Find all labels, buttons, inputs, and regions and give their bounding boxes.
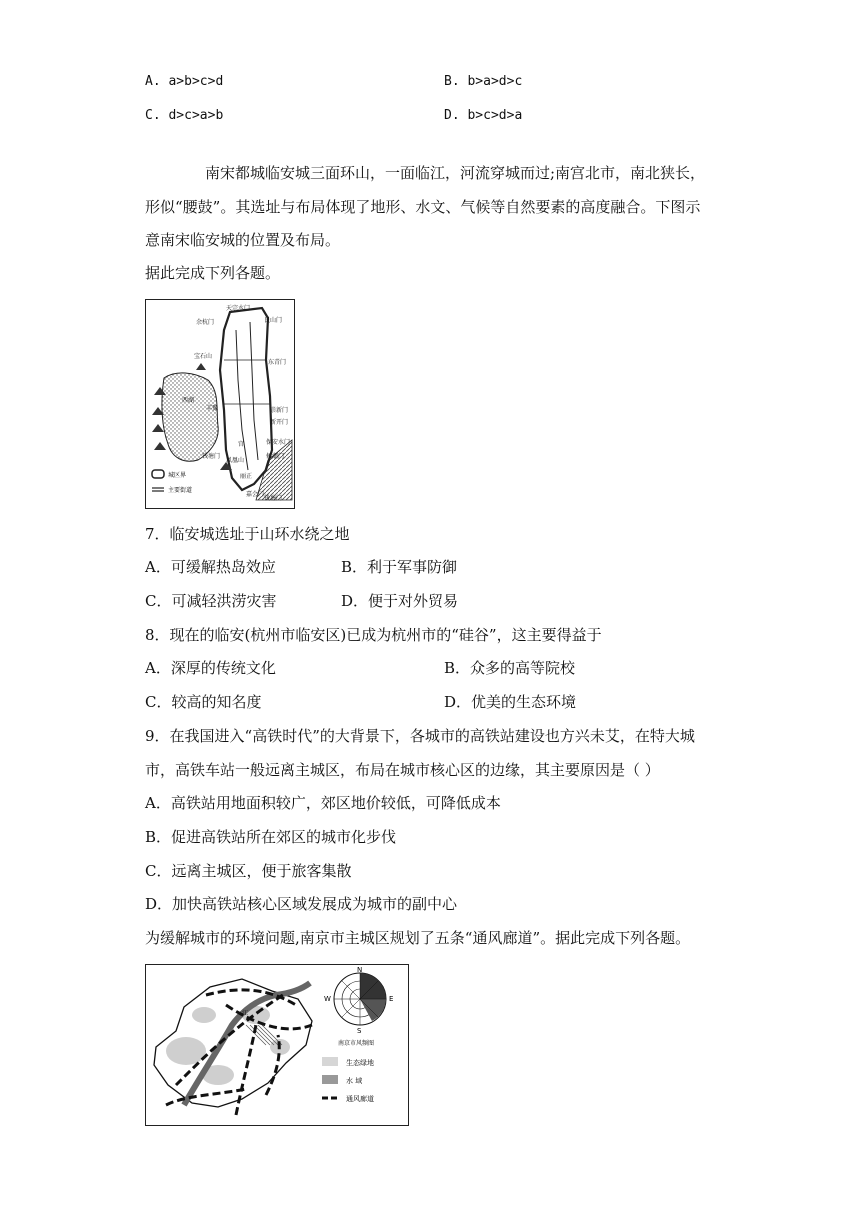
river-label: 江 [242, 1010, 249, 1017]
legend-corridor: 通风廊道 [346, 1095, 374, 1103]
q8-option-d: D．优美的生态环境 [444, 693, 577, 711]
q6-option-d: D. b>c>d>a [444, 108, 523, 123]
compass-s: S [357, 1027, 362, 1035]
passage1-line1: 南宋都城临安城三面环山，一面临江，河流穿城而过;南宫北市，南北狭长， [205, 164, 706, 182]
passage2-line1: 为缓解城市的环境问题,南京市主城区规划了五条“通风廊道”。据此完成下列各题。 [145, 929, 691, 947]
svg-text:崇新门: 崇新门 [270, 407, 289, 414]
svg-text:余杭门: 余杭门 [196, 319, 215, 326]
svg-text:新开门: 新开门 [270, 419, 289, 426]
q8-option-a: A．深厚的传统文化 [145, 659, 276, 677]
compass-e: E [389, 995, 394, 1003]
legend-main-street: 主要街道 [168, 487, 193, 494]
legend-green-land: 生态绿地 [346, 1059, 374, 1067]
q7-option-d: D．便于对外贸易 [341, 592, 459, 610]
svg-text:宝石山: 宝石山 [194, 353, 213, 360]
svg-text:丰豫: 丰豫 [206, 405, 219, 412]
svg-text:丽正: 丽正 [240, 473, 253, 480]
q9-stem-line1: 9．在我国进入“高铁时代”的大背景下，各城市的高铁站建设也方兴未艾，在特大城 [145, 727, 695, 745]
nanjing-corridor-map [145, 964, 409, 1126]
q9-option-c: C．远离主城区，便于旅客集散 [145, 862, 352, 880]
q6-option-a: A. a>b>c>d [145, 74, 224, 89]
svg-text:凤凰山: 凤凰山 [226, 457, 245, 464]
q6-option-c: C. d>c>a>b [145, 108, 224, 123]
q8-stem: 8．现在的临安(杭州市临安区)已成为杭州市的“硅谷”，这主要得益于 [145, 626, 602, 644]
q9-option-b: B．促进高铁站所在郊区的城市化步伐 [145, 828, 397, 846]
svg-text:西湖: 西湖 [182, 397, 195, 404]
passage1-line3: 意南宋临安城的位置及布局。 [145, 231, 341, 249]
svg-text:天宗水门: 天宗水门 [226, 305, 251, 312]
legend-city-boundary: 城区界 [168, 472, 187, 479]
svg-text:艮山门: 艮山门 [264, 317, 283, 324]
wind-rose-chart [324, 966, 393, 1035]
svg-text:候潮门: 候潮门 [266, 453, 285, 460]
q8-option-b: B．众多的高等院校 [444, 659, 576, 677]
q9-stem-line2: 市，高铁车站一般远离主城区，布局在城市核心区的边缘，其主要原因是（ ） [145, 761, 660, 779]
passage1-line2: 形似“腰鼓”。其选址与布局体现了地形、水文、气候等自然要素的高度融合。下图示 [145, 198, 701, 216]
svg-text:东青门: 东青门 [268, 359, 287, 366]
legend-water: 水 域 [346, 1077, 363, 1085]
q7-option-b: B．利于军事防御 [341, 558, 458, 576]
q7-stem: 7．临安城选址于山环水绕之地 [145, 525, 350, 543]
q7-option-a: A．可缓解热岛效应 [145, 558, 276, 576]
q9-option-a: A．高铁站用地面积较广，郊区地价较低，可降低成本 [145, 794, 501, 812]
compass-w: W [324, 995, 331, 1003]
compass-n: N [357, 966, 363, 974]
q9-option-d: D．加快高铁站核心区域发展成为城市的副中心 [145, 895, 458, 913]
svg-text:钱塘门: 钱塘门 [264, 495, 283, 502]
q8-option-c: C．较高的知名度 [145, 693, 262, 711]
passage1-line4: 据此完成下列各题。 [145, 264, 281, 282]
q7-option-c: C．可减轻洪涝灾害 [145, 592, 277, 610]
svg-text:宫: 宫 [238, 441, 245, 448]
svg-text:钱塘门: 钱塘门 [202, 453, 221, 460]
linan-city-map [145, 299, 295, 509]
q6-option-b: B. b>a>d>c [444, 74, 523, 89]
wind-rose-title: 南京市风频图 [338, 1040, 375, 1047]
svg-text:保安水门: 保安水门 [266, 439, 291, 446]
svg-text:嘉会门: 嘉会门 [246, 491, 265, 498]
